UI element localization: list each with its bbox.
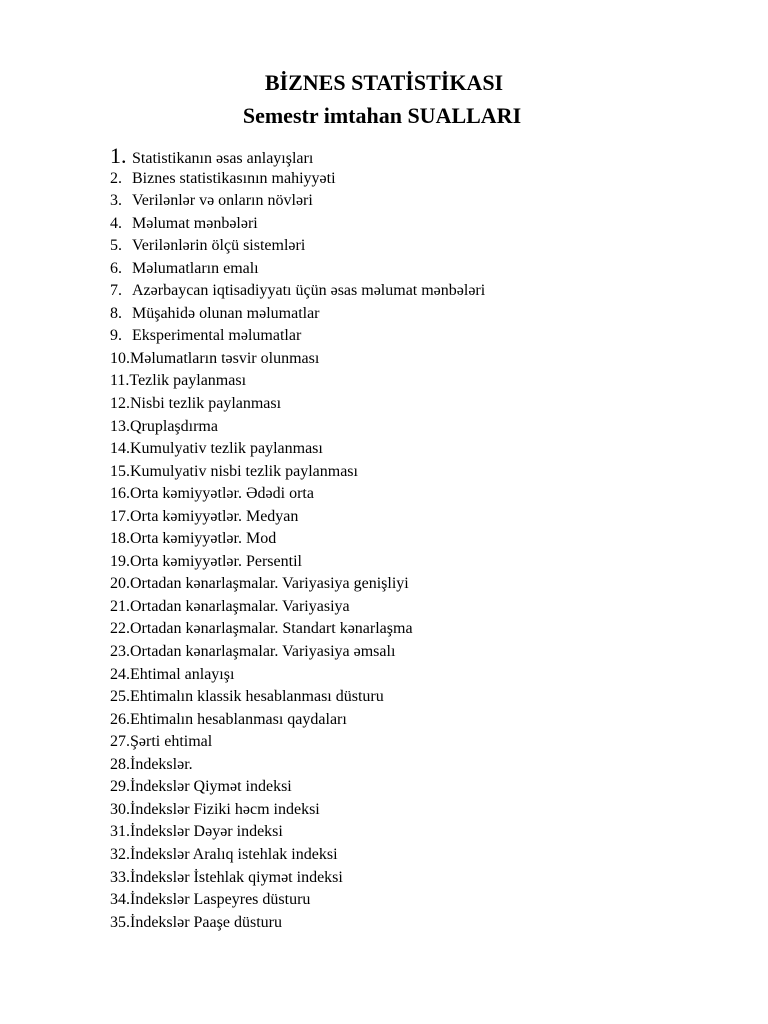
question-item [110, 641, 485, 664]
question-number: 23. [110, 643, 130, 661]
question-text: Statistikanın əsas anlayışları [132, 150, 314, 167]
question-text: Məlumatların emalı [132, 259, 259, 277]
question-item [110, 754, 485, 777]
question-item [110, 844, 485, 867]
question-text: İndekslər Paaşe düsturu [130, 913, 282, 931]
question-item [110, 438, 485, 461]
question-text: Müşahidə olunan məlumatlar [132, 304, 320, 322]
question-item [110, 213, 485, 236]
question-number: 4. [110, 214, 122, 232]
question-number: 18. [110, 530, 130, 548]
document-subtitle: Semestr imtahan SUALLARI [242, 103, 522, 128]
question-text: Verilənlərin ölçü sistemləri [132, 237, 306, 255]
question-number: 12. [110, 395, 130, 413]
question-number: 25. [110, 688, 130, 706]
question-item [110, 506, 485, 529]
question-text: Tezlik paylanması [129, 372, 247, 390]
question-item [110, 258, 485, 281]
question-text: Şərti ehtimal [130, 733, 213, 751]
question-item [110, 235, 485, 258]
question-item [110, 145, 485, 168]
question-item [110, 821, 485, 844]
question-text: Verilənlər və onların növləri [132, 192, 313, 210]
question-number: 32. [110, 845, 130, 863]
question-text: Ortadan kənarlaşmalar. Standart kənarlaşma [130, 620, 413, 638]
question-text: İndekslər Qiymət indeksi [130, 778, 292, 796]
question-text: Kumulyativ nisbi tezlik paylanması [130, 462, 358, 480]
question-item [110, 618, 485, 641]
question-number: 31. [110, 823, 130, 841]
question-item [110, 348, 485, 371]
question-item [110, 912, 485, 935]
question-number: 29. [110, 778, 130, 796]
question-number: 15. [110, 462, 130, 480]
question-item [110, 867, 485, 890]
question-item [110, 303, 485, 326]
question-text: İndekslər Laspeyres düsturu [130, 891, 311, 909]
question-item [110, 799, 485, 822]
question-text: Ortadan kənarlaşmalar. Variyasiya genişliyi [130, 575, 409, 593]
question-text: İndekslər Aralıq istehlak indeksi [130, 845, 338, 863]
question-number: 10. [110, 349, 130, 367]
question-item [110, 731, 485, 754]
question-number: 11. [110, 372, 130, 390]
question-number: 6. [110, 259, 122, 277]
question-number: 14. [110, 440, 130, 458]
question-text: Ehtimalın klassik hesablanması düsturu [130, 688, 384, 706]
question-number: 19. [110, 552, 130, 570]
document-title: BİZNES STATİSTİKASI [264, 70, 504, 95]
question-item [110, 776, 485, 799]
question-item [110, 664, 485, 687]
question-item [110, 528, 485, 551]
question-item [110, 686, 485, 709]
question-item [110, 168, 485, 191]
question-item [110, 709, 485, 732]
question-number: 20. [110, 575, 130, 593]
question-number: 3. [110, 192, 122, 210]
question-number: 1. [110, 143, 127, 168]
question-item [110, 551, 485, 574]
question-item [110, 573, 485, 596]
question-item [110, 416, 485, 439]
question-number: 22. [110, 620, 130, 638]
question-text: İndekslər. [130, 755, 193, 773]
question-number: 5. [110, 237, 122, 255]
question-item [110, 393, 485, 416]
question-text: Orta kəmiyyətlər. Ədədi orta [130, 485, 314, 503]
question-number: 16. [110, 485, 130, 503]
question-number: 21. [110, 597, 130, 615]
question-text: Azərbaycan iqtisadiyyatı üçün əsas məlumat mənbələri [132, 282, 486, 300]
question-number: 27. [110, 733, 130, 751]
question-number: 7. [110, 282, 122, 300]
question-number: 8. [110, 304, 122, 322]
question-item [110, 325, 485, 348]
question-item [110, 461, 485, 484]
question-text: Ortadan kənarlaşmalar. Variyasiya əmsalı [130, 643, 396, 661]
question-number: 34. [110, 891, 130, 909]
question-text: İndekslər Dəyər indeksi [130, 823, 283, 841]
question-text: Orta kəmiyyətlər. Persentil [130, 552, 302, 570]
question-item [110, 596, 485, 619]
question-number: 17. [110, 507, 130, 525]
question-number: 9. [110, 327, 122, 345]
question-number: 30. [110, 800, 130, 818]
question-text: Ehtimal anlayışı [130, 665, 235, 683]
question-text: Qruplaşdırma [130, 417, 218, 435]
question-text: Ortadan kənarlaşmalar. Variyasiya [130, 597, 350, 615]
question-text: İndekslər İstehlak qiymət indeksi [130, 868, 343, 886]
question-item [110, 190, 485, 213]
question-number: 24. [110, 665, 130, 683]
question-text: Orta kəmiyyətlər. Medyan [130, 507, 299, 525]
question-number: 13. [110, 417, 130, 435]
question-text: Kumulyativ tezlik paylanması [130, 440, 323, 458]
question-item [110, 370, 485, 393]
question-text: Eksperimental məlumatlar [132, 327, 302, 345]
question-number: 33. [110, 868, 130, 886]
question-text: Orta kəmiyyətlər. Mod [130, 530, 277, 548]
question-item [110, 483, 485, 506]
question-list [110, 145, 485, 934]
question-text: Biznes statistikasının mahiyyəti [132, 169, 336, 187]
question-number: 28. [110, 755, 130, 773]
question-text: Ehtimalın hesablanması qaydaları [130, 710, 347, 728]
question-number: 26. [110, 710, 130, 728]
question-text: Məlumatların təsvir olunması [130, 349, 320, 367]
question-number: 2. [110, 169, 122, 187]
question-number: 35. [110, 913, 130, 931]
question-item [110, 889, 485, 912]
question-text: İndekslər Fiziki həcm indeksi [130, 800, 320, 818]
question-text: Nisbi tezlik paylanması [130, 395, 282, 413]
question-text: Məlumat mənbələri [132, 214, 258, 232]
question-item [110, 280, 485, 303]
